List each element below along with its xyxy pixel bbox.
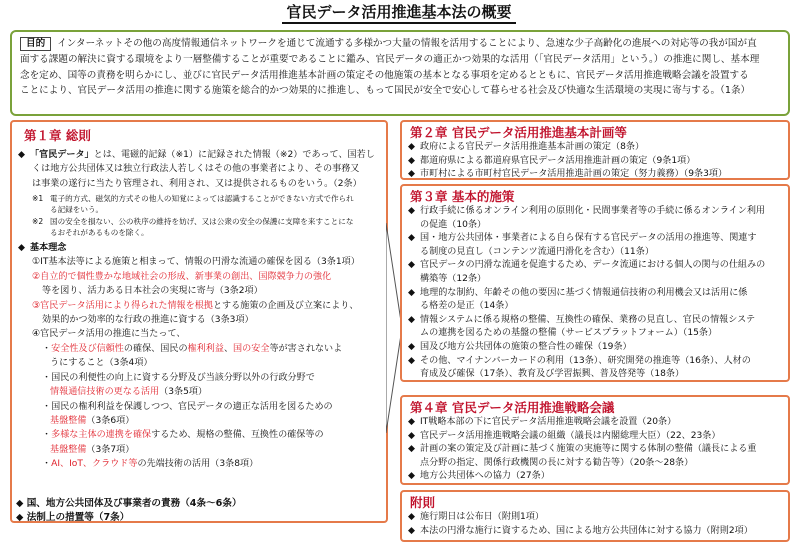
- supplementary-box: [400, 490, 790, 542]
- highlight: 情報通信技術の更なる活用: [50, 387, 160, 398]
- footnote-1-cont: る記録をいう。: [50, 205, 104, 215]
- chapter3-box: [400, 184, 790, 382]
- supplementary-title: 附則: [410, 495, 436, 510]
- list-item-text: 計画の案の策定及び計画に基づく施策の実施等に関する体制の整備（議長による重: [420, 444, 757, 455]
- list-item-text: 政府による官民データ活用推進基本計画の策定（8条）: [420, 142, 645, 152]
- basic-principles-heading: [18, 241, 380, 255]
- list-item: [408, 443, 782, 470]
- list-item-text: IT戦略本部の下に官民データ活用推進戦略会議を設置（20条）: [420, 417, 677, 427]
- list-item-text: 地理的な制約、年齢その他の要因に基づく情報通信技術の利用機会又は活用に係: [420, 287, 748, 298]
- diamond-bullet-icon: ◆: [408, 512, 415, 522]
- purpose-box: [10, 30, 790, 116]
- chapter1-box: [10, 120, 388, 523]
- chapter3-items: [408, 205, 782, 382]
- sub-principle-3-cont: [18, 414, 380, 428]
- text: の確保、国民の: [123, 343, 188, 354]
- principle-2: ②自立的で個性豊かな地域社会の形成、新事業の創出、国際競争力の強化: [32, 271, 332, 282]
- list-item: [408, 511, 782, 525]
- sub-principle-1: [18, 342, 380, 356]
- list-item: [408, 341, 782, 355]
- list-item-text: 構築等（12条）: [420, 273, 487, 284]
- highlight: 基盤整備: [50, 444, 87, 455]
- list-item-text: 国・地方公共団体・事業者による自ら保有する官民データの活用の推進等、関連す: [420, 233, 757, 244]
- list-item-text: 施行期日は公布日（附則1項）: [420, 512, 545, 522]
- diamond-bullet-icon: ◆: [408, 471, 415, 482]
- sub-principle-1-cont: うにすること（3条4項）: [50, 358, 153, 369]
- purpose-line: 念を定め、国等の責務を明らかにし、並びに官民データ活用推進基本計画の策定その他施策の基本となる事項を定めるとともに、官民データ活用推進戦略会議を設置する: [20, 69, 749, 81]
- chapter4-title: 第４章 官民データ活用推進戦略会議: [410, 400, 615, 415]
- principle-3: [18, 299, 380, 313]
- diamond-bullet-icon: ◆: [18, 150, 25, 160]
- principle-3-text: とする施策の企画及び立案により、: [212, 300, 359, 311]
- chapter2-items: [408, 141, 782, 182]
- footnote-number: ※2: [32, 216, 44, 226]
- sub-principle-5: [18, 457, 380, 471]
- text: 等が害されないよ: [269, 343, 343, 354]
- principle-2-cont: 等を図り、活力ある日本社会の実現に寄与（3条2項）: [42, 286, 263, 297]
- list-item: [408, 430, 782, 444]
- list-item: [408, 141, 782, 155]
- list-item: [408, 168, 782, 182]
- list-item-text: ムの連携を図るための基盤の整備（サービスプラットフォーム）（15条）: [420, 328, 718, 339]
- list-item-text: 行政手続に係るオンライン利用の原則化・民間事業者等の手続に係るオンライン利用: [420, 206, 766, 216]
- diamond-bullet-icon: ◆: [408, 142, 415, 152]
- highlight: 国の安全: [233, 343, 270, 354]
- diamond-bullet-icon: ◆: [408, 525, 415, 536]
- footnote-1: [18, 193, 380, 204]
- list-item: [408, 287, 782, 314]
- chapter4-items: [408, 416, 782, 484]
- list-item: [408, 314, 782, 341]
- list-item: [408, 259, 782, 286]
- list-item: [408, 416, 782, 430]
- principle-3-cont: 効果的かつ効率的な行政の推進に資する（3条3項）: [42, 315, 254, 326]
- diamond-bullet-icon: ◆: [408, 341, 415, 352]
- text: （3条5項）: [159, 387, 208, 398]
- highlight: 基盤整備: [50, 415, 87, 426]
- text: （3条6項）: [86, 415, 135, 426]
- chapter2-box: [400, 120, 790, 180]
- diamond-bullet-icon: ◆: [408, 417, 415, 427]
- list-item-text: 市町村による市町村官民データ活用推進計画の策定（努力義務）（9条3項）: [420, 169, 728, 180]
- highlight: AI、IoT、クラウド等: [51, 459, 138, 470]
- diamond-bullet-icon: ◆: [408, 206, 415, 216]
- footnote-text: 電子的方式、磁気的方式その他人の知覚によっては認識することができない方式で作られ: [50, 194, 354, 204]
- chapter4-box: [400, 395, 790, 485]
- highlight: 多様な主体の連携を確保: [51, 430, 152, 441]
- diamond-bullet-icon: ◆: [408, 444, 415, 455]
- chapter3-title: 第３章 基本的施策: [410, 189, 515, 204]
- sub-principle-4-cont: [18, 443, 380, 457]
- definition-term: 「官民データ」: [30, 150, 94, 160]
- highlight: 権利利益: [187, 343, 224, 354]
- purpose-line: ことにより、官民データ活用の推進に関する施策を総合的かつ効果的に推進し、もって国民が安全で安心して暮らせる社会及び快適な生活環境の実現に寄与する。（1条）: [20, 85, 751, 97]
- list-item-text: その他、マイナンバーカードの利用（13条）、研究開発の推進等（16条）、人材の: [420, 355, 751, 366]
- text: するため、規格の整備、互換性の確保等の: [151, 430, 324, 441]
- list-item: [408, 470, 782, 484]
- footnote-2: [18, 216, 380, 227]
- list-item-text: る格差の是正（14条）: [420, 301, 514, 312]
- purpose-text: インターネットその他の高度情報通信ネットワークを通じて流通する多様かつ大量の情報を活用することにより、急速な少子高齢化の進展への対応等の我が国が直: [57, 38, 757, 49]
- list-item: [408, 232, 782, 259]
- principle-3-highlight: ③官民データ活用により得られた情報を根拠: [32, 300, 213, 311]
- diamond-bullet-icon: ◆: [408, 260, 415, 271]
- purpose-label: 目的: [20, 37, 51, 51]
- sub-bullet: ・: [42, 430, 52, 441]
- footnote-text: 国の安全を損ない、公の秩序の維持を妨げ、又は公衆の安全の保護に支障を来すことにな: [50, 216, 354, 226]
- sub-principle-3: ・国民の権利利益を保護しつつ、官民データの適正な活用を図るための: [42, 401, 333, 412]
- list-item: [408, 155, 782, 169]
- definition-line: は事業の遂行に当たり管理され、利用され、又は提供されるものをいう。（2条）: [32, 178, 362, 189]
- list-item-text: 地方公共団体への協力（27条）: [420, 471, 550, 482]
- sub-principle-2-cont: [18, 385, 380, 399]
- list-item-text: の促進（10条）: [420, 219, 487, 230]
- sub-principle-4: [18, 428, 380, 442]
- principle-4: ④官民データ活用の推進に当たって、: [32, 329, 186, 340]
- list-item: [408, 355, 782, 382]
- purpose-line: 面する課題の解決に資する環境をより一層整備することが重要であることに鑑み、官民データの適正かつ効果的な活用（「官民データ活用」という。）の推進に関し、基本理: [20, 53, 760, 65]
- definition-line: くは地方公共団体又は独立行政法人若しくはその他の事業者により、その事務又: [32, 164, 360, 175]
- list-item-text: 情報システムに係る規格の整備、互換性の確保、業務の見直し、官民の情報システ: [420, 314, 756, 325]
- purpose-line: [20, 36, 780, 52]
- list-item-text: 官民データ活用推進戦略会議の組織（議長は内閣総理大臣）（22、23条）: [420, 430, 721, 441]
- diamond-bullet-icon: ◆: [18, 243, 25, 254]
- list-item-text: 育成及び確保（17条）、教育及び学習振興、普及啓発等（18条）: [420, 369, 685, 380]
- diamond-bullet-icon: ◆: [408, 155, 415, 166]
- list-item-text: 本法の円滑な施行に資するため、国による地方公共団体に対する協力（附則2項）: [420, 525, 753, 536]
- list-item: [408, 205, 782, 232]
- text: 、: [223, 343, 234, 354]
- chapter1-title: 第１章 総則: [24, 128, 91, 143]
- chapter2-title: 第２章 官民データ活用推進基本計画等: [410, 125, 627, 140]
- basic-principles-title: 基本理念: [30, 243, 67, 254]
- text: （3条7項）: [86, 444, 135, 455]
- list-item-text: 都道府県による都道府県官民データ活用推進計画の策定（9条1項）: [420, 155, 696, 166]
- footnote-number: ※1: [32, 194, 44, 204]
- sub-bullet: ・: [42, 459, 52, 470]
- list-item-text: る制度の見直し（コンテンツ流通円滑化を含む）（11条）: [420, 246, 654, 257]
- diamond-bullet-icon: ◆: [408, 430, 415, 441]
- supplementary-items: [408, 511, 782, 538]
- page-header: [0, 2, 798, 26]
- legal-measures-line: ◆ 法制上の措置等（7条）: [16, 512, 130, 524]
- footnote-2-cont: るおそれがあるものを除く。: [50, 227, 149, 237]
- responsibilities-line: ◆ 国、地方公共団体及び事業者の責務（4条～6条）: [16, 498, 242, 509]
- sub-principle-2: ・国民の利便性の向上に資する分野及び当該分野以外の行政分野で: [42, 372, 315, 383]
- diamond-bullet-icon: ◆: [408, 314, 415, 325]
- page-title: 官民データ活用推進基本法の概要: [282, 2, 515, 24]
- list-item-text: 点分野の指定、関係行政機関の長に対する勧告等）（20条～28条）: [420, 457, 694, 468]
- sub-bullet: ・: [42, 343, 52, 354]
- text: の先端技術の活用（3条8項）: [137, 459, 259, 470]
- principle-1: ①IT基本法等による施策と相まって、情報の円滑な流通の確保を図る（3条1項）: [32, 257, 360, 268]
- diamond-bullet-icon: ◆: [408, 169, 415, 180]
- list-item-text: 官民データの円滑な流通を促進するため、データ流通における個人の関与の仕組みの: [420, 260, 766, 271]
- list-item: [408, 525, 782, 539]
- diamond-bullet-icon: ◆: [408, 287, 415, 298]
- list-item-text: 国及び地方公共団体の施策の整合性の確保（19条）: [420, 341, 632, 352]
- highlight: 安全性及び信頼性: [51, 343, 124, 354]
- definition-line: [18, 148, 380, 162]
- chapter1-footer: [10, 497, 390, 526]
- diamond-bullet-icon: ◆: [408, 233, 415, 244]
- diamond-bullet-icon: ◆: [408, 355, 415, 366]
- definition-text: とは、電磁的記録（※1）に記録された情報（※2）であって、国若し: [93, 150, 375, 160]
